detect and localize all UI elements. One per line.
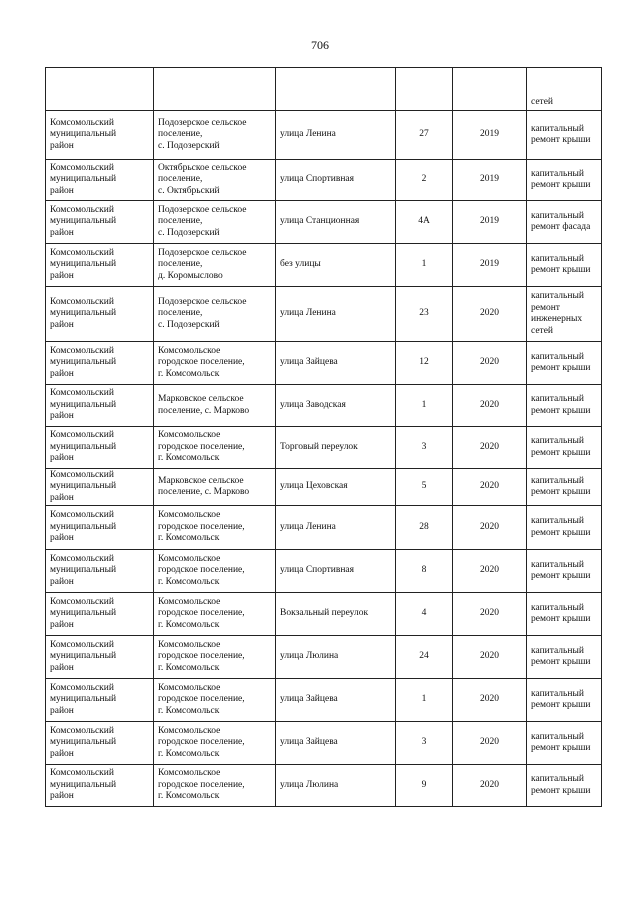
table-row bbox=[46, 636, 602, 679]
street-cell: улица Люлина bbox=[276, 636, 396, 679]
district-cell: Комсомольский муниципальный район bbox=[46, 342, 154, 385]
year-cell: 2020 bbox=[453, 765, 527, 807]
street-cell: улица Зайцева bbox=[276, 722, 396, 765]
year-cell: 2020 bbox=[453, 550, 527, 593]
house-cell bbox=[396, 68, 453, 111]
year-cell: 2020 bbox=[453, 427, 527, 469]
settlement-cell bbox=[154, 68, 276, 111]
house-cell: 1 bbox=[396, 244, 453, 287]
work-type-cell: капитальный ремонт крыши bbox=[527, 342, 602, 385]
work-type-cell: капитальный ремонт крыши bbox=[527, 636, 602, 679]
work-type-cell: капитальный ремонт крыши bbox=[527, 469, 602, 506]
house-cell: 23 bbox=[396, 287, 453, 342]
year-cell: 2020 bbox=[453, 679, 527, 722]
table-row bbox=[46, 550, 602, 593]
street-cell bbox=[276, 68, 396, 111]
page-number: 706 bbox=[311, 38, 329, 52]
work-type-cell: капитальный ремонт крыши bbox=[527, 111, 602, 160]
settlement-cell: Подозерское сельское поселение, с. Подозерский bbox=[154, 287, 276, 342]
table-row bbox=[46, 469, 602, 506]
year-cell: 2020 bbox=[453, 342, 527, 385]
district-cell: Комсомольский муниципальный район bbox=[46, 111, 154, 160]
house-cell: 8 bbox=[396, 550, 453, 593]
house-cell: 28 bbox=[396, 506, 453, 550]
year-cell: 2020 bbox=[453, 722, 527, 765]
house-cell: 3 bbox=[396, 722, 453, 765]
district-cell: Комсомольский муниципальный район bbox=[46, 244, 154, 287]
district-cell: Комсомольский муниципальный район bbox=[46, 722, 154, 765]
work-type-cell: капитальный ремонт крыши bbox=[527, 722, 602, 765]
work-type-cell: капитальный ремонт крыши bbox=[527, 679, 602, 722]
table-row bbox=[46, 427, 602, 469]
housing-repair-table bbox=[45, 67, 602, 807]
year-cell bbox=[453, 68, 527, 111]
work-type-cell: сетей bbox=[527, 68, 602, 111]
table-row bbox=[46, 506, 602, 550]
street-cell: Вокзальный переулок bbox=[276, 593, 396, 636]
settlement-cell: Марковское сельское поселение, с. Марково bbox=[154, 385, 276, 427]
table-row bbox=[46, 593, 602, 636]
work-type-cell: капитальный ремонт крыши bbox=[527, 160, 602, 201]
street-cell: без улицы bbox=[276, 244, 396, 287]
house-cell: 1 bbox=[396, 679, 453, 722]
settlement-cell: Подозерское сельское поселение, с. Подозерский bbox=[154, 201, 276, 244]
house-cell: 1 bbox=[396, 385, 453, 427]
settlement-cell: Подозерское сельское поселение, с. Подозерский bbox=[154, 111, 276, 160]
house-cell: 24 bbox=[396, 636, 453, 679]
house-cell: 9 bbox=[396, 765, 453, 807]
settlement-cell: Комсомольское городское поселение, г. Комсомольск bbox=[154, 593, 276, 636]
settlement-cell: Марковское сельское поселение, с. Марково bbox=[154, 469, 276, 506]
street-cell: улица Ленина bbox=[276, 506, 396, 550]
table-row bbox=[46, 765, 602, 807]
year-cell: 2019 bbox=[453, 111, 527, 160]
settlement-cell: Комсомольское городское поселение, г. Комсомольск bbox=[154, 427, 276, 469]
table-row bbox=[46, 160, 602, 201]
house-cell: 4 bbox=[396, 593, 453, 636]
year-cell: 2020 bbox=[453, 469, 527, 506]
year-cell: 2019 bbox=[453, 201, 527, 244]
street-cell: улица Ленина bbox=[276, 287, 396, 342]
work-type-cell: капитальный ремонт крыши bbox=[527, 593, 602, 636]
settlement-cell: Октябрьское сельское поселение, с. Октябрьский bbox=[154, 160, 276, 201]
street-cell: улица Спортивная bbox=[276, 550, 396, 593]
work-type-cell: капитальный ремонт крыши bbox=[527, 427, 602, 469]
settlement-cell: Комсомольское городское поселение, г. Комсомольск bbox=[154, 342, 276, 385]
street-cell: улица Ленина bbox=[276, 111, 396, 160]
settlement-cell: Комсомольское городское поселение, г. Комсомольск bbox=[154, 506, 276, 550]
street-cell: улица Цеховская bbox=[276, 469, 396, 506]
district-cell: Комсомольский муниципальный район bbox=[46, 593, 154, 636]
settlement-cell: Комсомольское городское поселение, г. Комсомольск bbox=[154, 636, 276, 679]
table-body bbox=[46, 68, 602, 807]
table-row bbox=[46, 385, 602, 427]
district-cell: Комсомольский муниципальный район bbox=[46, 427, 154, 469]
district-cell: Комсомольский муниципальный район bbox=[46, 679, 154, 722]
house-cell: 4А bbox=[396, 201, 453, 244]
district-cell: Комсомольский муниципальный район bbox=[46, 765, 154, 807]
settlement-cell: Подозерское сельское поселение, д. Коромыслово bbox=[154, 244, 276, 287]
table-row bbox=[46, 201, 602, 244]
house-cell: 5 bbox=[396, 469, 453, 506]
settlement-cell: Комсомольское городское поселение, г. Комсомольск bbox=[154, 550, 276, 593]
work-type-cell: капитальный ремонт крыши bbox=[527, 385, 602, 427]
work-type-cell: капитальный ремонт инженерных сетей bbox=[527, 287, 602, 342]
district-cell: Комсомольский муниципальный район bbox=[46, 636, 154, 679]
settlement-cell: Комсомольское городское поселение, г. Комсомольск bbox=[154, 722, 276, 765]
district-cell: Комсомольский муниципальный район bbox=[46, 201, 154, 244]
street-cell: улица Зайцева bbox=[276, 679, 396, 722]
table-row bbox=[46, 342, 602, 385]
continuation-row bbox=[46, 68, 602, 111]
house-cell: 27 bbox=[396, 111, 453, 160]
district-cell: Комсомольский муниципальный район bbox=[46, 160, 154, 201]
district-cell: Комсомольский муниципальный район bbox=[46, 287, 154, 342]
table-row bbox=[46, 287, 602, 342]
district-cell bbox=[46, 68, 154, 111]
work-type-cell: капитальный ремонт крыши bbox=[527, 765, 602, 807]
settlement-cell: Комсомольское городское поселение, г. Комсомольск bbox=[154, 765, 276, 807]
street-cell: улица Спортивная bbox=[276, 160, 396, 201]
work-type-cell: капитальный ремонт фасада bbox=[527, 201, 602, 244]
year-cell: 2020 bbox=[453, 636, 527, 679]
table-row bbox=[46, 722, 602, 765]
house-cell: 3 bbox=[396, 427, 453, 469]
district-cell: Комсомольский муниципальный район bbox=[46, 469, 154, 506]
year-cell: 2020 bbox=[453, 506, 527, 550]
table-row bbox=[46, 244, 602, 287]
street-cell: улица Зайцева bbox=[276, 342, 396, 385]
year-cell: 2019 bbox=[453, 160, 527, 201]
work-type-cell: капитальный ремонт крыши bbox=[527, 550, 602, 593]
settlement-cell: Комсомольское городское поселение, г. Комсомольск bbox=[154, 679, 276, 722]
district-cell: Комсомольский муниципальный район bbox=[46, 385, 154, 427]
year-cell: 2020 bbox=[453, 385, 527, 427]
table-row bbox=[46, 679, 602, 722]
year-cell: 2020 bbox=[453, 287, 527, 342]
street-cell: Торговый переулок bbox=[276, 427, 396, 469]
street-cell: улица Станционная bbox=[276, 201, 396, 244]
street-cell: улица Заводская bbox=[276, 385, 396, 427]
year-cell: 2020 bbox=[453, 593, 527, 636]
house-cell: 12 bbox=[396, 342, 453, 385]
street-cell: улица Люлина bbox=[276, 765, 396, 807]
district-cell: Комсомольский муниципальный район bbox=[46, 506, 154, 550]
year-cell: 2019 bbox=[453, 244, 527, 287]
district-cell: Комсомольский муниципальный район bbox=[46, 550, 154, 593]
work-type-cell: капитальный ремонт крыши bbox=[527, 506, 602, 550]
table-row bbox=[46, 111, 602, 160]
work-type-cell: капитальный ремонт крыши bbox=[527, 244, 602, 287]
house-cell: 2 bbox=[396, 160, 453, 201]
